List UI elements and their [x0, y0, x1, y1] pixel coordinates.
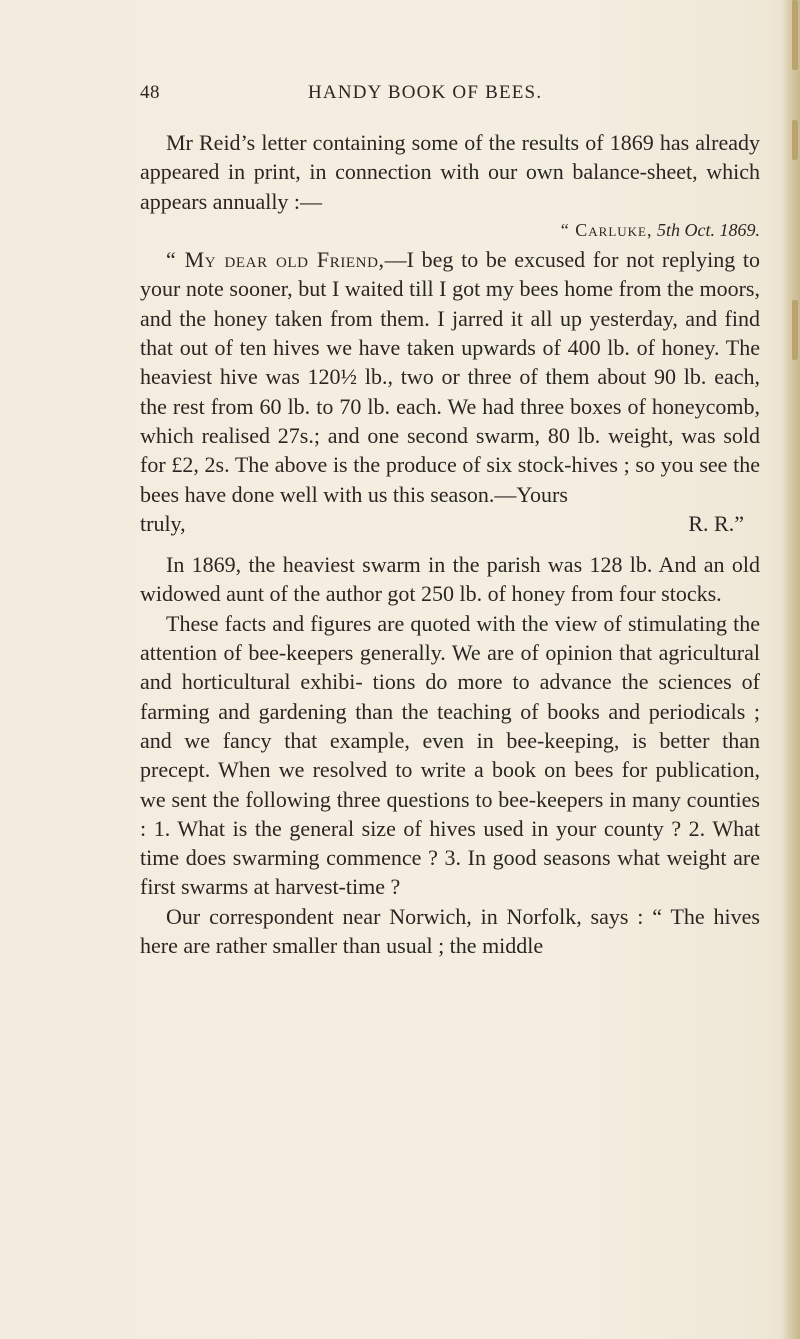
page-edge-mark — [792, 120, 798, 160]
letter-closing: truly, — [140, 510, 186, 536]
running-title: HANDY BOOK OF BEES. — [308, 82, 543, 103]
page-body — [140, 128, 760, 960]
paragraph-2: These facts and figures are quoted with the view of stimulating the attention of bee-keepers generally. We are of opinion that agricultural and horticultural exhibi- tions do more to advance the sciences of farming and gardening than the teaching of books and periodicals ; and we fancy that example, even in bee-keeping, is better than precept. When we resolved to write a book on bees for publication, we sent the following three questions to bee-keepers in many counties : 1. What is the general size of hives used in your county ? 2. What time does swarming commence ? 3. In good seasons what weight are first swarms at harvest-time ? — [140, 610, 760, 900]
page-edge-mark — [792, 0, 798, 70]
paragraph-1: In 1869, the heaviest swarm in the parish was 128 lb. And an old widowed aunt of the author got 250 lb. of honey from four stocks. — [140, 552, 760, 607]
letter-text: —I beg to be excused for not replying to your note sooner, but I waited till I got my bees home from the moors, and the honey taken from them. I jarred it all up yesterday, and find that out of ten hives we have taken upwards of 400 lb. of honey. The heaviest hive was 120½ lb., two or three of them about 90 lb. each, the rest from 60 lb. to 70 lb. each. We had three boxes of honeycomb, which realised 27s.; and one second swarm, 80 lb. weight, was sold for £2, 2s. The above is the produce of six stock-hives ; so you see the bees have done well with us this season.—Yours — [140, 247, 761, 507]
letter-body — [140, 245, 760, 509]
letter-dateline — [140, 216, 760, 245]
paragraph-3: Our correspondent near Norwich, in Norfolk, says : “ The hives here are rather smaller than usual ; the middle — [140, 903, 760, 959]
letter-signoff — [140, 509, 760, 538]
intro-paragraph: Mr Reid’s letter containing some of the results of 1869 has already appeared in print, in connection with our own balance-sheet, which appears annually :— — [140, 130, 760, 214]
paragraph-gap — [140, 538, 760, 550]
letter-date: 5th Oct. 1869. — [657, 219, 760, 240]
letter-place: “ Carluke, — [560, 219, 653, 240]
letter-salutation: “ My dear old Friend, — [166, 247, 385, 273]
page-edge-mark — [792, 300, 798, 360]
letter-signature: R. R.” — [688, 510, 744, 536]
page-number: 48 — [140, 82, 160, 103]
page-header — [140, 82, 760, 112]
page-edge — [782, 0, 800, 1339]
